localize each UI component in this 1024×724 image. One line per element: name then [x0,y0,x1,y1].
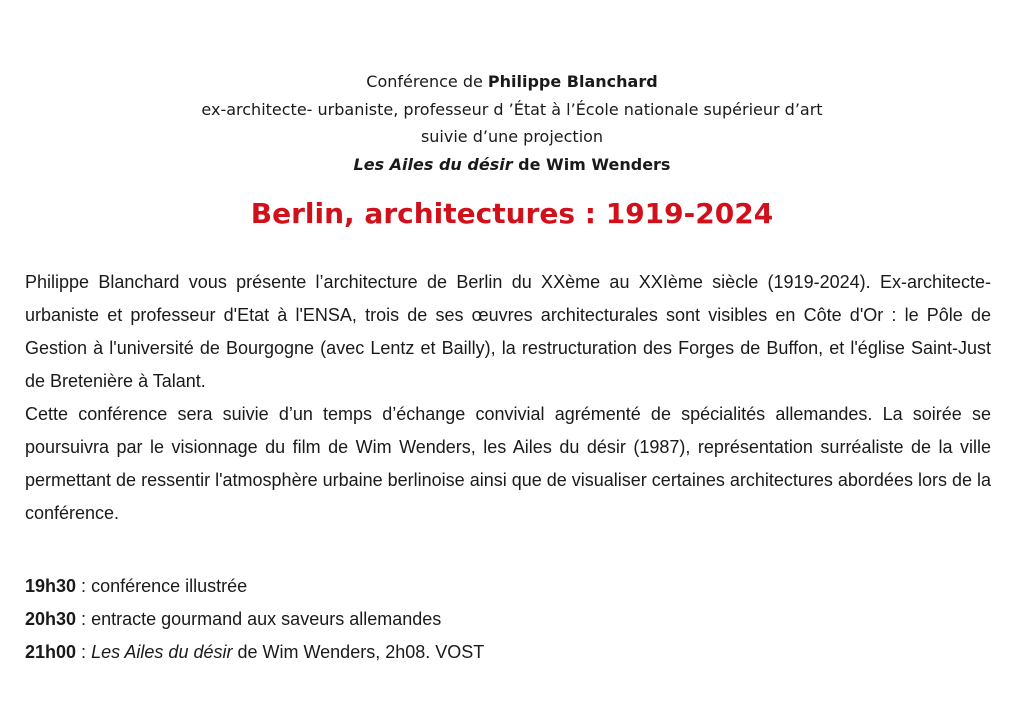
speaker-name: Philippe Blanchard [487,72,658,91]
header-film-director: de Wim Wenders [512,154,671,174]
description-body [25,266,991,530]
schedule-item [25,603,991,636]
schedule-time: 19h30 [25,576,77,596]
speaker-description: ex-architecte- urbaniste, professeur d ’État à l’École nationale supérieur d’art [201,99,823,119]
schedule-separator: : [76,576,92,596]
event-header [0,68,1024,178]
header-line-speaker [0,68,1024,96]
schedule-time: 20h30 [25,609,77,629]
schedule-separator: : [76,609,92,629]
page-title: Berlin, architectures : 1919-2024 [250,197,774,230]
schedule-item [25,636,991,669]
schedule-list [25,570,991,669]
schedule-film-title: Les Ailes du désir [91,642,233,662]
header-film-title: Les Ailes du désir [353,154,513,174]
schedule-time: 21h00 [25,642,77,662]
projection-note: suivie d’une projection [420,127,604,146]
schedule-item [25,570,991,603]
header-film-line [0,151,1024,179]
description-paragraph-1: Philippe Blanchard vous présente l’architecture de Berlin du XXème au XXIème siècle (1919-2024). Ex-architecte-urbaniste et professeur d'Etat à l'ENSA, trois de ses œuvres architecturales sont visibles en Côte d'Or : le Pôle de Gestion à l'université de Bourgogne (avec Lentz et Bailly), la restructuration des Forges de Buffon, et l'église Saint-Just de Bretenière à Talant. [25,272,991,391]
description-paragraph-2: Cette conférence sera suivie d’un temps d’échange convivial agrémenté de spécialités allemandes. La soirée se poursuivra par le visionnage du film de Wim Wenders, les Ailes du désir (1987), représentation surréaliste de la ville permettant de ressentir l'atmosphère urbaine berlinoise ainsi que de visualiser certaines architectures abordées lors de la conférence. [25,404,991,523]
schedule-text: conférence illustrée [91,576,248,596]
header-prefix: Conférence de [366,72,488,91]
schedule-text: entracte gourmand aux saveurs allemandes [91,609,442,629]
schedule-separator: : [76,642,92,662]
schedule-text: de Wim Wenders, 2h08. VOST [232,642,485,662]
